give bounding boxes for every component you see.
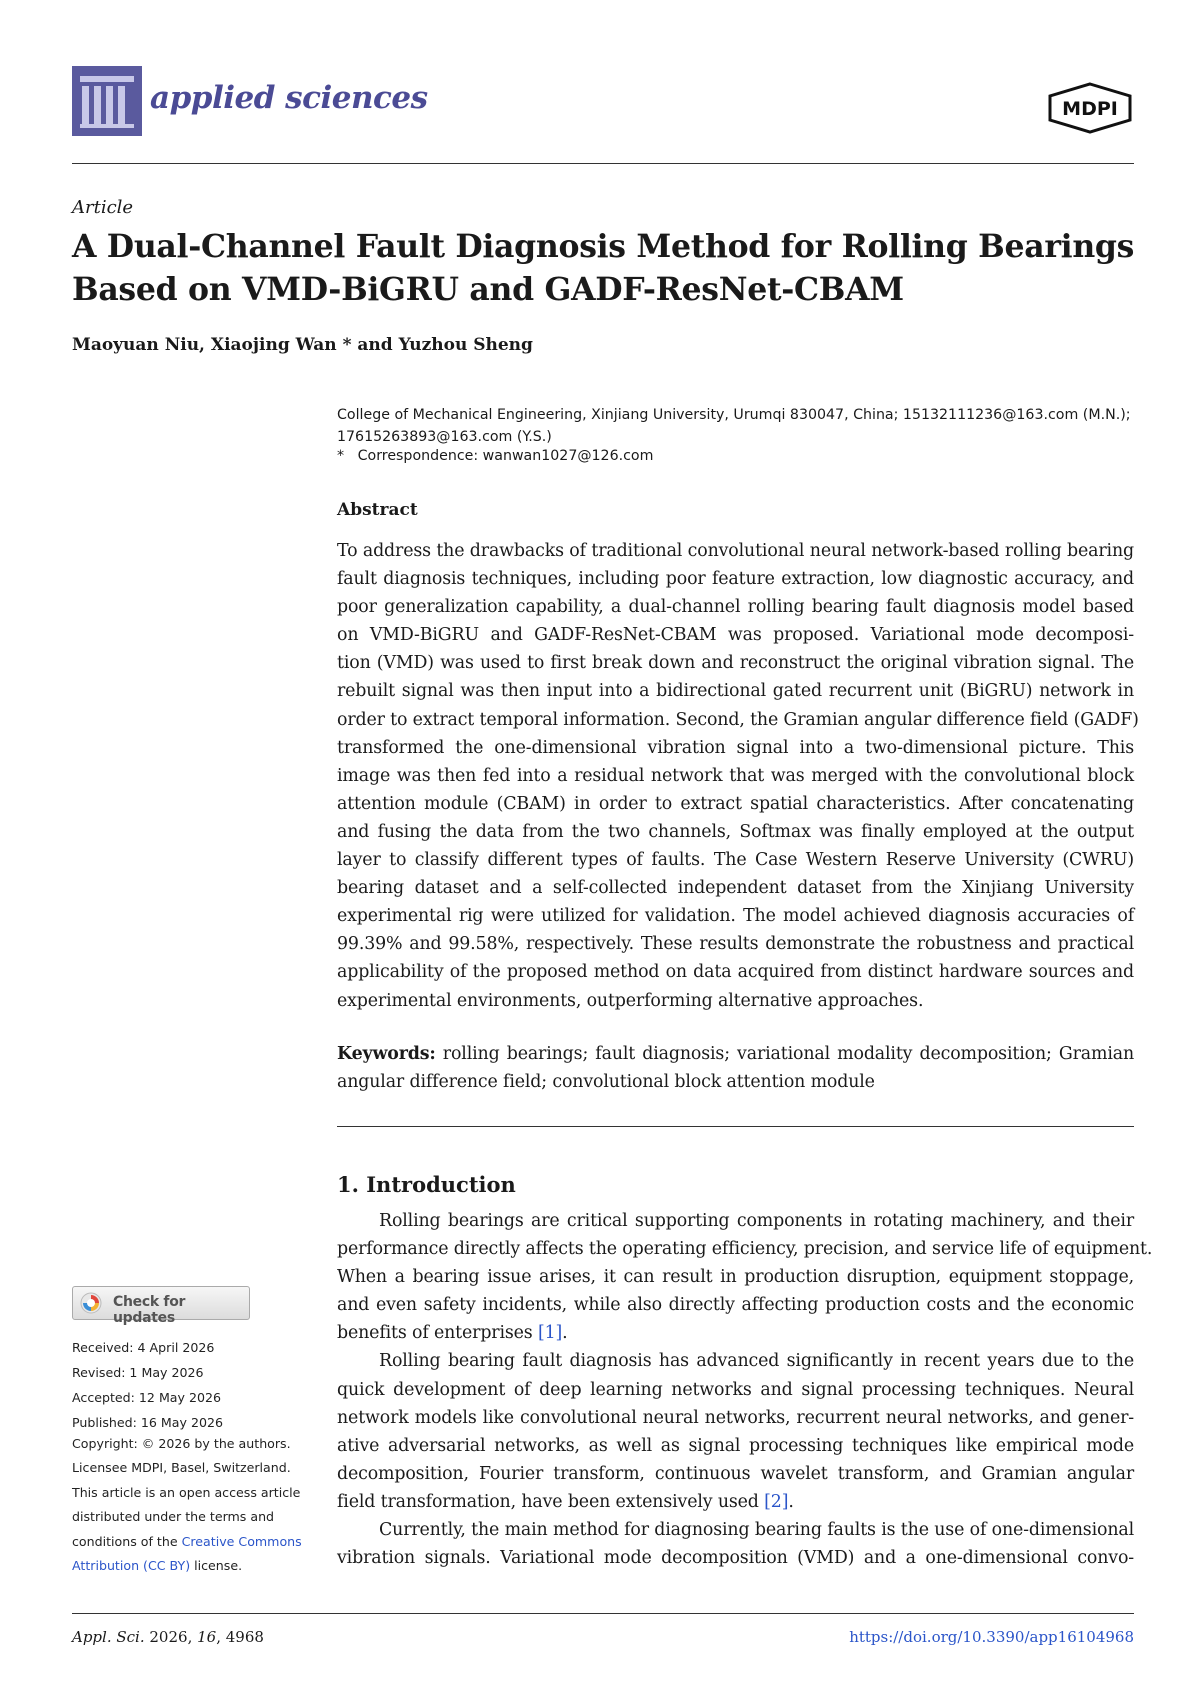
copyright-line: Licensee MDPI, Basel, Switzerland.: [72, 1460, 291, 1476]
abstract-line: image was then fed into a residual network that was merged with the convolutional block: [337, 765, 1134, 786]
title-line: A Dual-Channel Fault Diagnosis Method for Rolling Bearings: [72, 228, 1135, 265]
citation-year: 2026,: [144, 1628, 198, 1646]
check-updates-label: Check for updates: [113, 1294, 186, 1326]
publisher-logo: [1046, 82, 1134, 134]
journal-name: applied sciences: [150, 80, 428, 116]
intro-line: When a bearing issue arises, it can result in production disruption, equipment stoppage,: [337, 1267, 1134, 1288]
publication-dates: [72, 1335, 312, 1435]
intro-line: decomposition, Fourier transform, continuous wavelet transform, and Gramian angular: [337, 1463, 1134, 1484]
keywords-label: Keywords:: [337, 1044, 436, 1064]
intro-text: .: [788, 1491, 794, 1512]
abstract-line: bearing dataset and a self-collected independent dataset from the Xinjiang University: [337, 878, 1134, 899]
copyright-text: conditions of the: [72, 1533, 182, 1549]
intro-text: benefits of enterprises: [337, 1323, 538, 1344]
journal-building-icon: [72, 66, 142, 136]
copyright-line: This article is an open access article: [72, 1484, 301, 1500]
affiliation: [337, 404, 1134, 448]
intro-line: Rolling bearing fault diagnosis has advanced significantly in recent years due to the: [379, 1351, 1134, 1372]
footer-divider: [72, 1613, 1134, 1614]
paper-title: [72, 225, 1152, 311]
abstract-line: To address the drawbacks of traditional convolutional neural network-based rolling bearing: [337, 541, 1134, 561]
intro-line: and even safety incidents, while also directly affecting production costs and the economic: [337, 1295, 1134, 1316]
journal-citation: [72, 1628, 264, 1646]
abstract-line: applicability of the proposed method on data acquired from distinct hardware sources and: [337, 962, 1134, 983]
keywords-line: angular difference field; convolutional block attention module: [337, 1072, 875, 1093]
abstract-line: tion (VMD) was used to first break down and reconstruct the original vibration signal. The: [337, 653, 1134, 674]
section-divider: [337, 1126, 1134, 1127]
header-divider: [72, 163, 1134, 164]
citation-article-number: , 4968: [216, 1628, 264, 1646]
svg-text:MDPI: MDPI: [1062, 98, 1118, 120]
introduction-body: [337, 1207, 1153, 1572]
abstract-line: rebuilt signal was then input into a bidirectional gated recurrent unit (BiGRU) network in: [337, 681, 1134, 702]
check-for-updates-button[interactable]: [72, 1286, 250, 1326]
intro-text: .: [562, 1323, 568, 1344]
affiliation-line: 17615263893@163.com (Y.S.): [337, 429, 552, 445]
abstract-line: 99.39% and 99.58%, respectively. These results demonstrate the robustness and practical: [337, 934, 1134, 955]
intro-text: field transformation, have been extensively used: [337, 1491, 765, 1512]
citation-link[interactable]: [2]: [764, 1491, 789, 1512]
accepted-date: Accepted: 12 May 2026: [72, 1390, 222, 1405]
article-type: Article: [72, 197, 134, 218]
revised-date: Revised: 1 May 2026: [72, 1365, 204, 1380]
correspondence: * Correspondence: wanwan1027@126.com: [337, 448, 654, 464]
intro-line: ative adversarial networks, as well as signal processing techniques like empirical mode: [337, 1435, 1134, 1456]
intro-line: [337, 1319, 1134, 1347]
abstract-line: order to extract temporal information. Second, the Gramian angular difference field (GADF): [337, 709, 1139, 730]
published-date: Published: 16 May 2026: [72, 1415, 223, 1430]
abstract-line: on VMD-BiGRU and GADF-ResNet-CBAM was proposed. Variational mode decomposi-: [337, 625, 1134, 646]
intro-line: network models like convolutional neural networks, recurrent neural networks, and gener-: [337, 1407, 1134, 1428]
abstract-body: [337, 537, 1139, 1015]
abstract-line: fault diagnosis techniques, including poor feature extraction, low diagnostic accuracy, and: [337, 569, 1134, 590]
intro-line: [337, 1488, 1134, 1516]
abstract-line: and fusing the data from the two channels, Softmax was finally employed at the output: [337, 821, 1134, 842]
abstract-line: layer to classify different types of faults. The Case Western Reserve University (CWRU): [337, 850, 1134, 871]
affiliation-line: College of Mechanical Engineering, Xinjiang University, Urumqi 830047, China; 15132111236@163.com (M.N.);: [337, 407, 1131, 423]
abstract-line: experimental environments, outperforming alternative approaches.: [337, 990, 924, 1011]
cc-license-link[interactable]: Creative Commons: [181, 1533, 302, 1549]
intro-line: quick development of deep learning networks and signal processing techniques. Neural: [337, 1379, 1134, 1400]
copyright-line: distributed under the terms and: [72, 1509, 275, 1525]
citation-volume: 16: [197, 1628, 217, 1646]
intro-line: vibration signals. Variational mode decomposition (VMD) and a one-dimensional convo-: [337, 1548, 1134, 1569]
keywords-text: rolling bearings; fault diagnosis; variational modality decomposition; Gramian: [435, 1044, 1134, 1064]
section-heading: 1. Introduction: [337, 1172, 516, 1197]
check-updates-icon: [80, 1292, 102, 1314]
received-date: Received: 4 April 2026: [72, 1340, 215, 1355]
title-line: Based on VMD-BiGRU and GADF-ResNet-CBAM: [72, 271, 904, 308]
keywords-line: [337, 1040, 1134, 1068]
copyright-line: [72, 1530, 312, 1554]
keywords: [337, 1040, 1134, 1096]
author-list: Maoyuan Niu, Xiaojing Wan * and Yuzhou Sheng: [72, 335, 533, 355]
cc-license-link[interactable]: Attribution (CC BY): [72, 1558, 191, 1574]
journal-abbrev: Appl. Sci.: [72, 1628, 145, 1646]
intro-line: Currently, the main method for diagnosing bearing faults is the use of one-dimensional: [379, 1520, 1134, 1541]
abstract-line: transformed the one-dimensional vibration signal into a two-dimensional picture. This: [337, 737, 1134, 758]
copyright-line: [72, 1554, 312, 1578]
abstract-heading: Abstract: [337, 500, 418, 520]
doi-link[interactable]: https://doi.org/10.3390/app16104968: [849, 1628, 1134, 1646]
intro-line: Rolling bearings are critical supporting components in rotating machinery, and their: [379, 1211, 1134, 1231]
citation-link[interactable]: [1]: [537, 1323, 563, 1344]
abstract-line: poor generalization capability, a dual-channel rolling bearing fault diagnosis model based: [337, 597, 1134, 618]
abstract-line: experimental rig were utilized for validation. The model achieved diagnosis accuracies of: [337, 906, 1134, 927]
intro-line: performance directly affects the operating efficiency, precision, and service life of equipment.: [337, 1239, 1153, 1260]
copyright-notice: [72, 1432, 312, 1578]
copyright-text: license.: [190, 1558, 243, 1574]
copyright-line: Copyright: © 2026 by the authors.: [72, 1436, 291, 1451]
abstract-line: attention module (CBAM) in order to extract spatial characteristics. After concatenating: [337, 793, 1134, 814]
